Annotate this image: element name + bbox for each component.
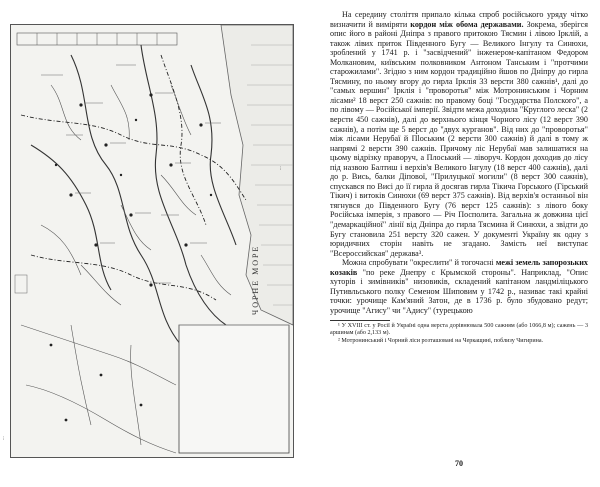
paragraph-2-bold: межі земель запорозьких козаків (330, 258, 588, 277)
paragraph-2-rest: "по реке Днепру с Крымской стороны". Наприклад, "Опис хуторів і зимівників" низовиків, складений капітаном ландміліцького Путивльського полку Семеном Шиповим у 1742 р., називає такі крайні точки: урочище Кам'яний Затон, де в 1736 р. було збудовано редут; урочище "Агису" чи "Адису" (турецькою (330, 267, 588, 315)
text-page (330, 10, 588, 482)
footnote-1: ¹ У XVIII ст. у Росії й Україні одна верста дорівнювала 500 сажням (або 1066,8 м); сажень — 3 аршинам (або 2,133 м). (330, 322, 588, 337)
paragraph-1-bold: кордон між обома державами. (410, 19, 524, 29)
paragraph-2 (330, 258, 588, 315)
paragraph-2-start: Можна спробувати "окреслити" й тогочасні (342, 258, 496, 268)
paragraph-1 (330, 10, 588, 258)
paragraph-1-start: На середину століття припало кілька спроб російського уряду чітко визначити й виміряти (330, 10, 588, 29)
sea-label: ЧОРНЕ МОРЕ (251, 244, 260, 315)
body-text (330, 10, 588, 316)
map-side-caption: ... (1, 436, 6, 440)
page-number: 70 (455, 459, 463, 468)
footnote-divider (330, 320, 390, 321)
paragraph-1-rest: Зокрема, зберігся опис його в районі Дніпра з правого притокою Тясмин і лівою Ірклій, а також лівих приток Південного Бугу — Великого Інгулу та Синюхи, зроблений у 1741 р. і "засвідчений" інженером-капітаном Федором Молкановим, київським полковником Антоном Танським і "протчими старожилами". Згідно з ним кордон традиційно йшов по Дніпру до гирла Тясмину, по ньому вгору до гирла Ірклія 33 версти 380 сажнів¹, далі до "самых вершин" Ірклія і "проворотья" між Мотронинським і Чорним лісами² 18 верст 250 сажнів: по правому боці "Государства Полского", а по лівому — Російської імперії. Звідти межа доходила "Круглого леска" (2 версти 450 сажнів), далі до верхнього кінця Чорного лісу (12 верст 390 сажнів), а потім ще 5 верст до "двух курганов". Від них до "проворотья" між лісами Нерубаї й Пloським (2 версти 300 сажнів) й далі в тому ж напрямі 2 версти 390 сажнів. Причому ліс Нерубаї мав залишатися на цьому відрізку праворуч, а Плоський — ліворуч. Кордон доходив до лісу під назвою Балтиш і верхів'я Великого Інгулу (18 верст 400 сажнів), далі до р. Вись, балки Діпової, "Прилуцької могили" (8 верст 300 сажнів), спускався по Висі до її гирла й досягав гирла Тікича Горського (Гірський Тікич) і витоків Синюхи (69 верст 375 сажнів). Від верхів'я останньої він тягнувся до Південного Бугу (76 верст 125 сажнів): з лівого боку Російська імперія, з правого — Річ Посполита. Загальна ж довжина цієї "демаркаційної" лінії від Дніпра до гирла Тясмина й Синюхи, а звідти до Бугу становила 251 версту 320 сажен. У документі Україну як одну з юридичних сторін навіть не згадано. Замість неї виступає "Всероссийская" держава³. (330, 19, 588, 258)
footnotes (330, 323, 588, 346)
historical-map (10, 24, 294, 458)
map-scale-caption: ... (278, 166, 283, 170)
footnote-2: ² Мотронинський і Чорний ліси розташовані на Черкащині, поблизу Чигирина. (338, 337, 544, 344)
